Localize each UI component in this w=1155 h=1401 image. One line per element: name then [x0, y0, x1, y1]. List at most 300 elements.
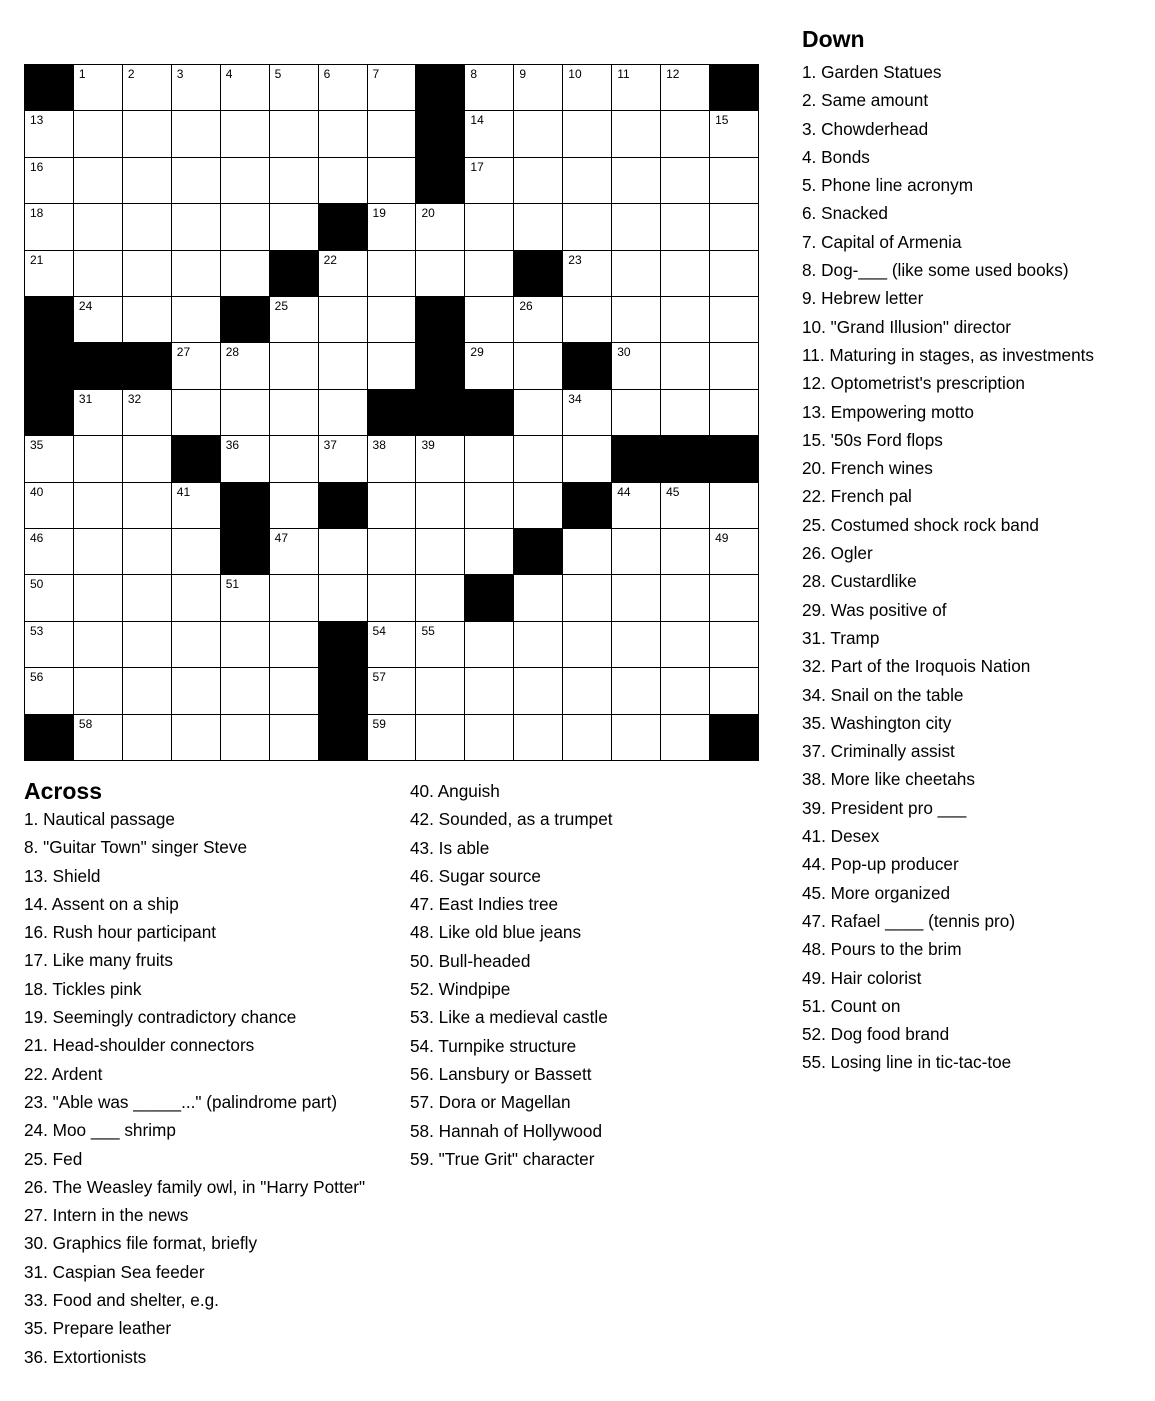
grid-cell[interactable] — [123, 668, 172, 714]
black-square — [416, 343, 465, 389]
grid-cell[interactable] — [74, 436, 123, 482]
grid-cell[interactable] — [123, 158, 172, 204]
clue-item: 58. Hannah of Hollywood — [410, 1120, 603, 1141]
clue-item: 3. Chowderhead — [802, 118, 929, 139]
grid-cell[interactable] — [514, 436, 563, 482]
clue-item: 23. "Able was _____..." (palindrome part) — [24, 1091, 338, 1112]
grid-cell[interactable] — [221, 436, 270, 482]
clue-item: 46. Sugar source — [410, 865, 541, 886]
grid-cell[interactable] — [74, 111, 123, 157]
clue-item: 50. Bull-headed — [410, 950, 531, 971]
across-heading: Across — [24, 778, 102, 804]
grid-cell[interactable] — [661, 111, 710, 157]
grid-cell[interactable] — [661, 204, 710, 250]
grid-cell[interactable] — [612, 65, 661, 111]
grid-cell[interactable] — [612, 483, 661, 529]
grid-cell[interactable] — [74, 65, 123, 111]
clue-item: 8. Dog-___ (like some used books) — [802, 260, 1069, 281]
grid-cell[interactable] — [514, 65, 563, 111]
grid-cell[interactable] — [221, 343, 270, 389]
grid-cell[interactable] — [563, 575, 612, 621]
grid-cell[interactable] — [74, 529, 123, 575]
grid-cell[interactable] — [172, 204, 221, 250]
grid-cell[interactable] — [612, 297, 661, 343]
grid-cell[interactable] — [74, 297, 123, 343]
grid-cell[interactable] — [319, 529, 368, 575]
grid-cell[interactable] — [465, 343, 514, 389]
clue-item: 55. Losing line in tic-tac-toe — [802, 1052, 1012, 1073]
black-square — [74, 343, 123, 389]
black-square — [710, 65, 759, 111]
grid-cell[interactable] — [563, 436, 612, 482]
grid-cell[interactable] — [368, 575, 417, 621]
clue-number: 46 — [30, 531, 44, 545]
grid-cell[interactable] — [514, 668, 563, 714]
grid-cell[interactable] — [710, 575, 759, 621]
grid-cell[interactable] — [612, 529, 661, 575]
clue-item: 35. Prepare leather — [24, 1318, 172, 1339]
grid-cell[interactable] — [465, 715, 514, 761]
grid-cell[interactable] — [661, 251, 710, 297]
grid-cell[interactable] — [661, 622, 710, 668]
grid-cell[interactable] — [172, 343, 221, 389]
clue-number: 15 — [715, 113, 729, 128]
clue-item: 13. Empowering motto — [802, 401, 974, 422]
grid-cell[interactable] — [514, 483, 563, 529]
grid-cell[interactable] — [172, 529, 221, 575]
grid-cell[interactable] — [270, 575, 319, 621]
grid-cell[interactable] — [270, 483, 319, 529]
grid-cell[interactable] — [270, 65, 319, 111]
grid-cell[interactable] — [221, 622, 270, 668]
grid-cell[interactable] — [319, 251, 368, 297]
grid-cell[interactable] — [368, 343, 417, 389]
grid-cell[interactable] — [172, 158, 221, 204]
grid-cell[interactable] — [368, 111, 417, 157]
across-clues-column-1 — [24, 805, 389, 1371]
grid-cell[interactable] — [465, 483, 514, 529]
clue-item: 18. Tickles pink — [24, 978, 142, 999]
clue-item: 37. Criminally assist — [802, 741, 955, 762]
grid-cell[interactable] — [368, 622, 417, 668]
grid-cell[interactable] — [270, 297, 319, 343]
clue-number: 12 — [666, 67, 680, 81]
clue-item: 20. French wines — [802, 458, 933, 479]
grid-cell[interactable] — [416, 622, 465, 668]
grid-cell[interactable] — [25, 111, 74, 157]
grid-cell[interactable] — [661, 65, 710, 111]
grid-cell[interactable] — [221, 715, 270, 761]
grid-cell[interactable] — [270, 204, 319, 250]
black-square — [172, 436, 221, 482]
clue-item: 56. Lansbury or Bassett — [410, 1063, 592, 1084]
grid-cell[interactable] — [514, 111, 563, 157]
black-square — [710, 436, 759, 482]
clue-item: 2. Same amount — [802, 90, 929, 111]
clue-item: 10. "Grand Illusion" director — [802, 316, 1012, 337]
grid-cell[interactable] — [710, 390, 759, 436]
grid-cell[interactable] — [416, 204, 465, 250]
grid-cell[interactable] — [172, 251, 221, 297]
grid-cell[interactable] — [465, 251, 514, 297]
grid-cell[interactable] — [661, 483, 710, 529]
grid-cell[interactable] — [221, 575, 270, 621]
grid-cell[interactable] — [563, 715, 612, 761]
clue-number: 3 — [176, 67, 184, 81]
grid-cell[interactable] — [612, 575, 661, 621]
grid-cell[interactable] — [172, 668, 221, 714]
grid-cell[interactable] — [612, 204, 661, 250]
grid-cell[interactable] — [661, 390, 710, 436]
grid-cell[interactable] — [221, 251, 270, 297]
grid-cell[interactable] — [123, 65, 172, 111]
grid-cell[interactable] — [563, 622, 612, 668]
grid-cell[interactable] — [172, 483, 221, 529]
grid-cell[interactable] — [514, 204, 563, 250]
grid-cell[interactable] — [270, 529, 319, 575]
clue-item: 24. Moo ___ shrimp — [24, 1120, 176, 1141]
grid-cell[interactable] — [465, 111, 514, 157]
grid-cell[interactable] — [25, 483, 74, 529]
grid-cell[interactable] — [612, 390, 661, 436]
clue-number: 41 — [176, 484, 191, 499]
grid-cell[interactable] — [368, 251, 417, 297]
grid-cell[interactable] — [270, 715, 319, 761]
grid-cell[interactable] — [74, 483, 123, 529]
clue-number: 28 — [225, 345, 240, 360]
clue-number: 55 — [421, 623, 435, 638]
grid-cell[interactable] — [514, 297, 563, 343]
clue-number: 2 — [127, 67, 135, 81]
grid-cell[interactable] — [710, 111, 759, 157]
black-square — [319, 204, 368, 250]
grid-cell[interactable] — [25, 575, 74, 621]
clue-item: 13. Shield — [24, 865, 101, 886]
clue-item: 34. Snail on the table — [802, 684, 964, 705]
grid-cell[interactable] — [270, 668, 319, 714]
grid-cell[interactable] — [514, 575, 563, 621]
clue-item: 7. Capital of Armenia — [802, 231, 962, 252]
grid-cell[interactable] — [710, 668, 759, 714]
clue-number: 10 — [568, 67, 582, 81]
grid-cell[interactable] — [514, 158, 563, 204]
clue-item: 14. Assent on a ship — [24, 893, 179, 914]
grid-cell[interactable] — [514, 343, 563, 389]
grid-cell[interactable] — [123, 529, 172, 575]
grid-cell[interactable] — [368, 65, 417, 111]
grid-cell[interactable] — [563, 158, 612, 204]
grid-cell[interactable] — [661, 715, 710, 761]
clue-item: 15. '50s Ford flops — [802, 429, 943, 450]
grid-cell[interactable] — [221, 390, 270, 436]
grid-cell[interactable] — [123, 204, 172, 250]
clue-number: 56 — [30, 670, 44, 685]
clue-item: 26. Ogler — [802, 543, 873, 564]
clue-number: 47 — [274, 531, 289, 545]
grid-cell[interactable] — [563, 668, 612, 714]
clue-item: 9. Hebrew letter — [802, 288, 924, 309]
grid-cell[interactable] — [319, 111, 368, 157]
grid-cell[interactable] — [123, 483, 172, 529]
grid-cell[interactable] — [465, 204, 514, 250]
clue-item: 52. Dog food brand — [802, 1024, 950, 1045]
black-square — [221, 529, 270, 575]
black-square — [319, 715, 368, 761]
clue-item: 48. Like old blue jeans — [410, 922, 582, 943]
grid-cell[interactable] — [25, 529, 74, 575]
grid-cell[interactable] — [612, 111, 661, 157]
grid-cell[interactable] — [710, 204, 759, 250]
black-square — [416, 390, 465, 436]
black-square — [25, 390, 74, 436]
clue-item: 26. The Weasley family owl, in "Harry Potter" — [24, 1176, 366, 1197]
grid-cell[interactable] — [74, 575, 123, 621]
grid-cell[interactable] — [563, 204, 612, 250]
clue-number: 53 — [30, 623, 44, 638]
grid-cell[interactable] — [123, 622, 172, 668]
clue-number: 20 — [421, 206, 435, 221]
clue-item: 54. Turnpike structure — [410, 1035, 577, 1056]
clue-number: 44 — [617, 484, 631, 499]
grid-cell[interactable] — [25, 158, 74, 204]
grid-cell[interactable] — [563, 390, 612, 436]
grid-cell[interactable] — [368, 158, 417, 204]
clue-number: 9 — [519, 67, 527, 81]
grid-cell[interactable] — [270, 343, 319, 389]
grid-cell[interactable] — [270, 158, 319, 204]
grid-cell[interactable] — [612, 622, 661, 668]
grid-cell[interactable] — [514, 715, 563, 761]
grid-cell[interactable] — [368, 204, 417, 250]
black-square — [465, 390, 514, 436]
clue-item: 41. Desex — [802, 826, 880, 847]
grid-cell[interactable] — [710, 622, 759, 668]
grid-cell[interactable] — [465, 668, 514, 714]
clue-item: 51. Count on — [802, 995, 901, 1016]
grid-cell[interactable] — [710, 251, 759, 297]
grid-cell[interactable] — [25, 204, 74, 250]
grid-cell[interactable] — [270, 436, 319, 482]
black-square — [25, 343, 74, 389]
clue-number: 58 — [78, 716, 93, 731]
grid-cell[interactable] — [563, 251, 612, 297]
grid-cell[interactable] — [368, 483, 417, 529]
grid-cell[interactable] — [465, 297, 514, 343]
grid-cell[interactable] — [465, 622, 514, 668]
grid-cell[interactable] — [221, 668, 270, 714]
grid-cell[interactable] — [319, 297, 368, 343]
clue-item: 57. Dora or Magellan — [410, 1092, 571, 1113]
clue-item: 12. Optometrist's prescription — [802, 373, 1025, 394]
clue-item: 47. East Indies tree — [410, 894, 559, 915]
clue-number: 39 — [421, 438, 435, 453]
grid-cell[interactable] — [368, 668, 417, 714]
grid-cell[interactable] — [319, 436, 368, 482]
clue-number: 34 — [568, 391, 582, 406]
grid-cell[interactable] — [172, 297, 221, 343]
grid-cell[interactable] — [74, 158, 123, 204]
grid-cell[interactable] — [661, 297, 710, 343]
grid-cell[interactable] — [74, 715, 123, 761]
grid-cell[interactable] — [25, 668, 74, 714]
clue-number: 6 — [323, 67, 331, 81]
down-clues-list — [802, 58, 1152, 1077]
clue-item: 39. President pro ___ — [802, 797, 967, 818]
black-square — [514, 529, 563, 575]
black-square — [123, 343, 172, 389]
grid-cell[interactable] — [123, 715, 172, 761]
grid-cell[interactable] — [368, 715, 417, 761]
clue-item: 49. Hair colorist — [802, 967, 922, 988]
clue-number: 45 — [666, 484, 680, 499]
grid-cell[interactable] — [270, 622, 319, 668]
clue-item: 31. Caspian Sea feeder — [24, 1261, 205, 1282]
clue-number: 18 — [30, 206, 44, 221]
grid-cell[interactable] — [661, 575, 710, 621]
grid-cell[interactable] — [221, 158, 270, 204]
black-square — [710, 715, 759, 761]
clue-item: 31. Tramp — [802, 627, 880, 648]
grid-cell[interactable] — [465, 436, 514, 482]
grid-cell[interactable] — [710, 483, 759, 529]
grid-cell[interactable] — [710, 297, 759, 343]
grid-cell[interactable] — [172, 111, 221, 157]
black-square — [25, 65, 74, 111]
grid-cell[interactable] — [661, 158, 710, 204]
grid-cell[interactable] — [514, 390, 563, 436]
grid-cell[interactable] — [465, 65, 514, 111]
clue-item: 40. Anguish — [410, 781, 500, 801]
grid-cell[interactable] — [710, 343, 759, 389]
black-square — [319, 622, 368, 668]
grid-cell[interactable] — [563, 111, 612, 157]
grid-cell[interactable] — [74, 390, 123, 436]
grid-cell[interactable] — [661, 343, 710, 389]
clue-number: 54 — [372, 623, 386, 638]
grid-cell[interactable] — [172, 390, 221, 436]
grid-cell[interactable] — [319, 575, 368, 621]
grid-cell[interactable] — [563, 529, 612, 575]
clue-item: 28. Custardlike — [802, 571, 917, 592]
clue-item: 42. Sounded, as a trumpet — [410, 809, 613, 830]
clue-item: 27. Intern in the news — [24, 1205, 189, 1226]
grid-cell[interactable] — [74, 251, 123, 297]
clue-item: 1. Nautical passage — [24, 809, 175, 829]
black-square — [270, 251, 319, 297]
grid-cell[interactable] — [514, 622, 563, 668]
clue-item: 32. Part of the Iroquois Nation — [802, 656, 1031, 677]
clue-number: 24 — [78, 299, 93, 313]
grid-cell[interactable] — [416, 436, 465, 482]
grid-cell[interactable] — [612, 668, 661, 714]
clue-item: 22. Ardent — [24, 1063, 103, 1084]
grid-cell[interactable] — [319, 65, 368, 111]
clue-item: 33. Food and shelter, e.g. — [24, 1290, 219, 1311]
clue-item: 6. Snacked — [802, 203, 888, 224]
black-square — [661, 436, 710, 482]
grid-cell[interactable] — [172, 65, 221, 111]
grid-cell[interactable] — [661, 529, 710, 575]
grid-cell[interactable] — [319, 158, 368, 204]
clue-item: 8. "Guitar Town" singer Steve — [24, 837, 248, 858]
grid-cell[interactable] — [123, 436, 172, 482]
across-clues-column-2 — [410, 777, 780, 1173]
grid-cell[interactable] — [123, 251, 172, 297]
grid-cell[interactable] — [25, 622, 74, 668]
black-square — [221, 297, 270, 343]
grid-cell[interactable] — [563, 297, 612, 343]
clue-item: 53. Like a medieval castle — [410, 1007, 608, 1028]
grid-cell[interactable] — [710, 158, 759, 204]
grid-cell[interactable] — [661, 668, 710, 714]
grid-cell[interactable] — [172, 715, 221, 761]
grid-cell[interactable] — [319, 390, 368, 436]
clue-item: 1. Garden Statues — [802, 62, 942, 82]
grid-cell[interactable] — [368, 529, 417, 575]
grid-cell[interactable] — [612, 251, 661, 297]
grid-cell[interactable] — [221, 65, 270, 111]
grid-cell[interactable] — [368, 297, 417, 343]
grid-cell[interactable] — [563, 65, 612, 111]
grid-cell[interactable] — [123, 575, 172, 621]
clue-number: 19 — [372, 206, 386, 221]
grid-cell[interactable] — [270, 111, 319, 157]
grid-cell[interactable] — [416, 575, 465, 621]
clue-number: 8 — [470, 67, 478, 81]
clue-number: 7 — [372, 67, 380, 81]
grid-cell[interactable] — [123, 111, 172, 157]
grid-cell[interactable] — [612, 715, 661, 761]
clue-item: 25. Fed — [24, 1148, 83, 1169]
grid-cell[interactable] — [270, 390, 319, 436]
grid-cell[interactable] — [416, 668, 465, 714]
clue-item: 45. More organized — [802, 882, 951, 903]
grid-cell[interactable] — [123, 297, 172, 343]
clue-item: 4. Bonds — [802, 146, 870, 167]
grid-cell[interactable] — [74, 622, 123, 668]
clue-number: 26 — [519, 299, 533, 313]
grid-cell[interactable] — [612, 158, 661, 204]
grid-cell[interactable] — [416, 483, 465, 529]
grid-cell[interactable] — [74, 668, 123, 714]
grid-cell[interactable] — [710, 529, 759, 575]
clue-number: 51 — [225, 577, 240, 592]
clue-item: 29. Was positive of — [802, 599, 947, 620]
clue-item: 25. Costumed shock rock band — [802, 514, 1039, 535]
grid-cell[interactable] — [465, 158, 514, 204]
grid-cell[interactable] — [612, 343, 661, 389]
grid-cell[interactable] — [368, 436, 417, 482]
clue-item: 17. Like many fruits — [24, 950, 174, 971]
grid-cell[interactable] — [319, 343, 368, 389]
grid-cell[interactable] — [74, 204, 123, 250]
grid-cell[interactable] — [416, 529, 465, 575]
clue-number: 5 — [274, 67, 282, 81]
clue-item: 44. Pop-up producer — [802, 854, 959, 875]
grid-cell[interactable] — [172, 575, 221, 621]
clue-item: 59. "True Grit" character — [410, 1148, 595, 1169]
grid-cell[interactable] — [172, 622, 221, 668]
grid-cell[interactable] — [221, 204, 270, 250]
grid-cell[interactable] — [221, 111, 270, 157]
grid-cell[interactable] — [465, 529, 514, 575]
grid-cell[interactable] — [123, 390, 172, 436]
clue-item: 30. Graphics file format, briefly — [24, 1233, 258, 1254]
grid-cell[interactable] — [416, 715, 465, 761]
grid-cell[interactable] — [416, 251, 465, 297]
grid-cell[interactable] — [25, 251, 74, 297]
grid-cell[interactable] — [25, 436, 74, 482]
